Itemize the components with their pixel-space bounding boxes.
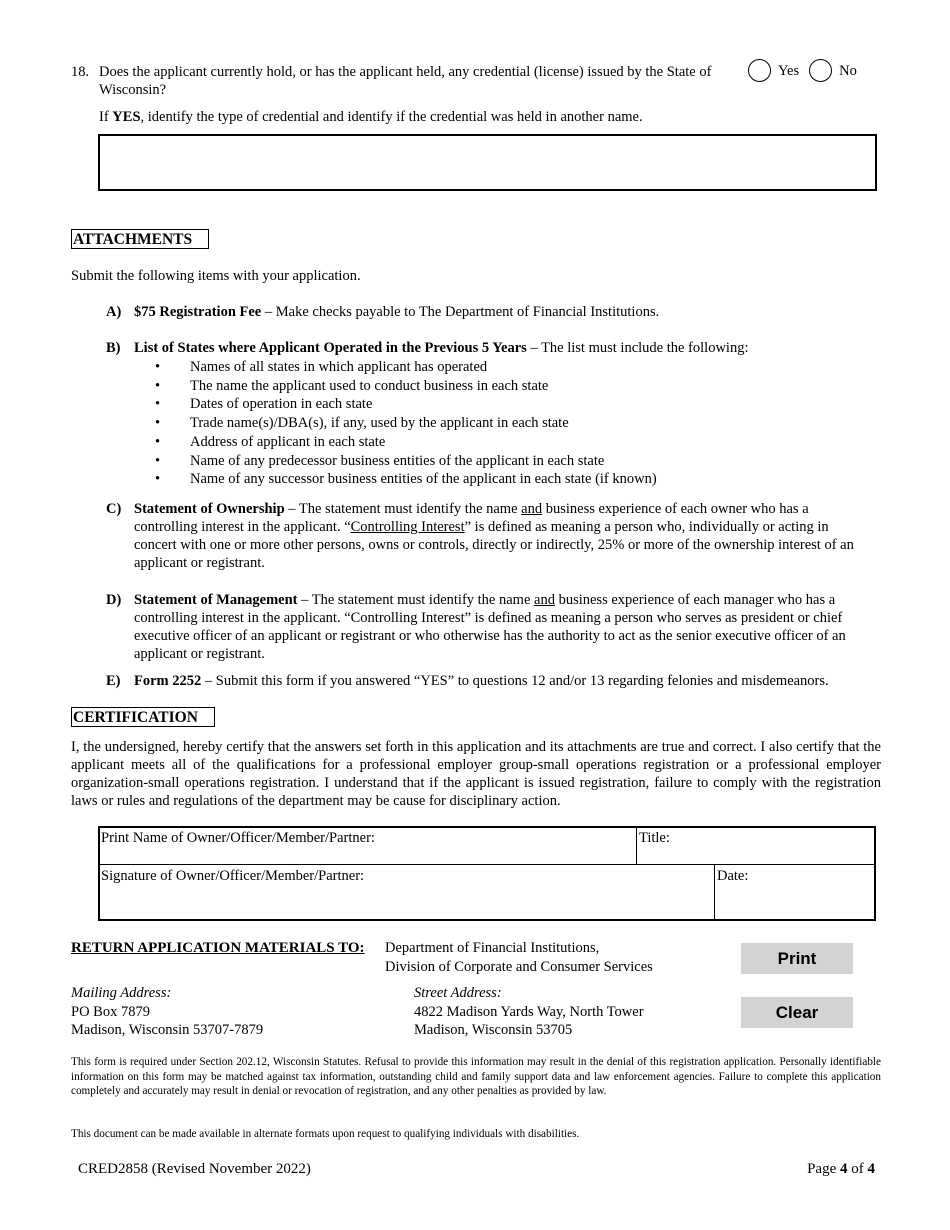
statute-notice: This form is required under Section 202.12, Wisconsin Statutes. Refusal to provide this information may result in the denial of this registration application. Personally identifiable information on this form may be matched against tax information, outstanding child and family support data and law enforcement agencies. Failure to complete this application completely and accurately may result in denial or revocation of registration, and any other penalties as provided by law.: [71, 1056, 881, 1097]
return-department: Department of Financial Institutions, Division of Corporate and Consumer Services: [385, 940, 653, 975]
street-address: Street Address: 4822 Madison Yards Way, North Tower Madison, Wisconsin 53705: [414, 985, 644, 1038]
list-item: • Trade name(s)/DBA(s), if any, used by the applicant in each state: [155, 414, 657, 433]
signature-table: [98, 826, 876, 921]
attachment-a-text: $75 Registration Fee – Make checks payable to The Department of Financial Institutions.: [134, 304, 660, 320]
attachments-intro: Submit the following items with your application.: [71, 268, 361, 284]
form-id: CRED2858 (Revised November 2022): [78, 1161, 311, 1177]
attachment-e-letter: E): [106, 673, 121, 689]
attachment-e-text: Form 2252 – Submit this form if you answered “YES” to questions 12 and/or 13 regarding felonies and misdemeanors.: [134, 673, 829, 689]
attachment-c-letter: C): [106, 501, 122, 517]
list-item: • Name of any successor business entities of the applicant in each state (if known): [155, 470, 657, 489]
yes-label: Yes: [778, 62, 800, 79]
print-button[interactable]: Print: [741, 943, 853, 974]
print-name-row: [100, 828, 874, 865]
mailing-address-label: Mailing Address:: [71, 985, 172, 1001]
print-name-field[interactable]: Print Name of Owner/Officer/Member/Partner:: [101, 830, 375, 846]
list-item: • Names of all states in which applicant has operated: [155, 358, 657, 377]
certification-heading: CERTIFICATION: [71, 707, 215, 727]
mailing-address: Mailing Address: PO Box 7879 Madison, Wisconsin 53707-7879: [71, 985, 264, 1038]
signature-field[interactable]: Signature of Owner/Officer/Member/Partner:: [101, 868, 365, 884]
clear-button[interactable]: Clear: [741, 997, 853, 1028]
yes-radio[interactable]: [748, 59, 771, 82]
alternate-formats-notice: This document can be made available in alternate formats upon request to qualifying individuals with disabilities.: [71, 1128, 580, 1140]
page-number: Page 4 of 4: [807, 1161, 875, 1177]
no-radio[interactable]: [809, 59, 832, 82]
list-item: • Dates of operation in each state: [155, 395, 657, 414]
attachment-c-text: Statement of Ownership – The statement must identify the name and business experience of each owner who has a controlling interest in the applicant. “Controlling Interest” is defined as meaning a person who, individually or acting in concert with one or more other persons, owns or controls, directly or indirectly, 25% or more of the ownership interest of an applicant or registrant.: [134, 501, 854, 571]
credential-answer-field[interactable]: [98, 134, 877, 191]
attachments-heading: ATTACHMENTS: [71, 229, 209, 249]
date-field[interactable]: Date:: [717, 868, 749, 884]
attachment-d-letter: D): [106, 592, 122, 608]
divider: [714, 865, 715, 921]
no-label: No: [839, 62, 857, 79]
list-item: • Address of applicant in each state: [155, 433, 657, 452]
states-list: [155, 358, 657, 489]
question-18-options: [748, 59, 867, 82]
divider: [636, 828, 637, 865]
attachment-d-text: Statement of Management – The statement must identify the name and business experience of each manager who has a controlling interest in the applicant. “Controlling Interest” is defined as meaning a person who serves as president or chief executive officer of an applicant or registrant or who otherwise has the authority to act as the senior executive officer of an applicant or registrant.: [134, 592, 846, 662]
title-field[interactable]: Title:: [639, 830, 670, 846]
question-18-number: 18.: [71, 64, 90, 80]
list-item: • The name the applicant used to conduct business in each state: [155, 377, 657, 396]
street-address-label: Street Address:: [414, 985, 502, 1001]
attachment-a-letter: A): [106, 304, 122, 320]
question-18-followup: If YES, identify the type of credential and identify if the credential was held in another name.: [99, 109, 643, 125]
question-18-text: Does the applicant currently hold, or has the applicant held, any credential (license) issued by the State of Wisconsin?: [99, 64, 712, 98]
return-heading: RETURN APPLICATION MATERIALS TO:: [71, 940, 365, 956]
attachment-b-text: List of States where Applicant Operated in the Previous 5 Years – The list must include the following:: [134, 340, 749, 356]
certification-text: I, the undersigned, hereby certify that the answers set forth in this application and its attachments are true and correct. I also certify that the applicant meets all of the qualifications for a professional employer group-small operations registration or a professional employer organization-small operations registration. I understand that if the applicant is issued registration, failure to comply with the registration laws or rules and regulations of the department may be cause for disciplinary action.: [71, 739, 881, 809]
attachment-b-letter: B): [106, 340, 121, 356]
list-item: • Name of any predecessor business entities of the applicant in each state: [155, 452, 657, 471]
